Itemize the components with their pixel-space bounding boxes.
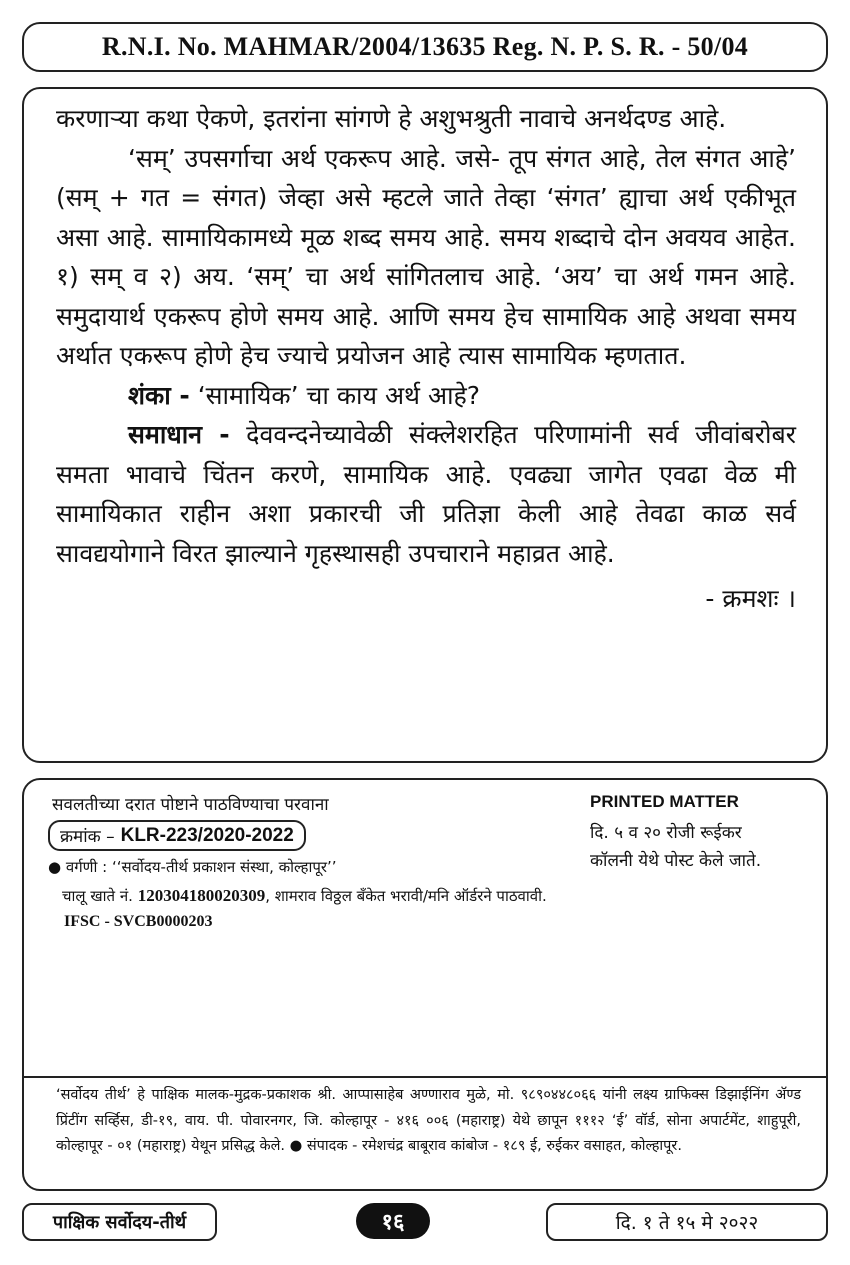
question-label: शंका -	[128, 380, 190, 410]
registration-header	[22, 22, 828, 72]
permit-number-badge	[48, 820, 306, 851]
magazine-name-footer	[22, 1203, 217, 1241]
magazine-name: पाक्षिक सर्वोदय-तीर्थ	[52, 1212, 187, 1233]
question-text: ‘सामायिक’ चा काय अर्थ आहे?	[189, 380, 481, 410]
article-paragraph-2: ‘सम्’ उपसर्गाचा अर्थ एकरूप आहे. जसे- तूप संगत आहे, तेल संगत आहे’ (सम् + गत = संगत) जेव्हा असे म्हटले जाते तेव्हा ‘संगत’ ह्याचा अर्थ एकीभूत असा आहे. सामायिकामध्ये मूळ शब्द समय आहे. समय शब्दाचे दोन अवयव आहेत. १) सम् व २) अय. ‘सम्’ चा अर्थ सांगितलाच आहे. ‘अय’ चा अर्थ गमन आहे. समुदायार्थ एकरूप होणे समय आहे. आणि समय हेच सामायिक आहे अथवा समय अर्थात एकरूप होणे हेच ज्याचे प्रयोजन आहे त्यास सामायिक म्हणतात.	[56, 143, 796, 370]
account-suffix: , शामराव विठ्ठल बँकेत भरावी/मनि ऑर्डरने पाठवावी.	[265, 887, 547, 905]
permit-number: KLR-223/2020-2022	[120, 824, 294, 846]
registration-text: R.N.I. No. MAHMAR/2004/13635 Reg. N. P. S. R. - 50/04	[101, 32, 749, 61]
answer-label: समाधान -	[128, 420, 230, 449]
page-number-badge	[356, 1203, 430, 1239]
postal-permit-text: सवलतीच्या दरात पोष्टाने पाठविण्याचा परवाना	[52, 795, 329, 815]
answer-text: देववन्दनेच्यावेळी संक्लेशरहित परिणामांनी सर्व जीवांबरोबर समता भावाचे चिंतन करणे, सामायिक आहे. एवढ्या जागेत एवढा वेळ मी सामायिकात राहीन अशा प्रकारची जी प्रतिज्ञा केली आहे तेवढा काळ सर्व सावद्ययोगाने विरत झाल्याने गृहस्थासही उपचाराने महाव्रत आहे.	[56, 420, 796, 568]
issue-date: दि. १ ते १५ मे २०२२	[615, 1212, 759, 1234]
posting-info-line-1: दि. ५ व २० रोजी रूईकर	[590, 823, 742, 843]
issue-date-footer	[546, 1203, 828, 1241]
answer-paragraph	[56, 415, 796, 573]
printed-matter-heading: PRINTED MATTER	[590, 792, 739, 811]
article-paragraph-1: करणाऱ्या कथा ऐकणे, इतरांना सांगणे हे अशुभश्रुती नावाचे अनर्थदण्ड आहे.	[56, 104, 727, 133]
page-number: १६	[381, 1210, 405, 1235]
posting-info-line-2: कॉलनी येथे पोस्ट केले जाते.	[590, 851, 762, 871]
subscription-text: ● वर्गणी : ‘‘सर्वोदय-तीर्थ प्रकाशन संस्था, कोल्हापूर’’	[48, 858, 337, 876]
permit-number-label: क्रमांक –	[60, 827, 115, 847]
section-divider	[24, 1076, 826, 1078]
postal-info-box	[22, 778, 828, 1191]
bank-account-line	[62, 886, 547, 906]
account-number: 120304180020309	[137, 886, 266, 905]
publisher-imprint: ‘सर्वोदय तीर्थ’ हे पाक्षिक मालक-मुद्रक-प्रकाशक श्री. आप्पासाहेब अण्णाराव मुळे, मो. ९८९०४४८०६६ यांनी लक्ष्य ग्राफिक्स डिझाईनिंग ॲण्ड प्रिंटींग सर्व्हिस, डी-१९, वाय. पी. पोवारनगर, जि. कोल्हापूर - ४१६ ००६ (महाराष्ट्र) येथे छापून १११२ ‘ई’ वॉर्ड, सोना अपार्टमेंट, शाहुपूरी, कोल्हापूर - ०१ (महाराष्ट्र) येथून प्रसिद्ध केले. ● संपादक - रमेशचंद्र बाबूराव कांबोज - १८९ ई, रुईकर वसाहत, कोल्हापूर.	[56, 1087, 801, 1154]
account-prefix: चालू खाते नं.	[62, 887, 138, 905]
ifsc-code: IFSC - SVCB0000203	[64, 913, 213, 930]
question-paragraph	[56, 376, 796, 416]
continued-marker: - क्रमशः ।	[705, 584, 796, 613]
article-box	[22, 87, 828, 763]
